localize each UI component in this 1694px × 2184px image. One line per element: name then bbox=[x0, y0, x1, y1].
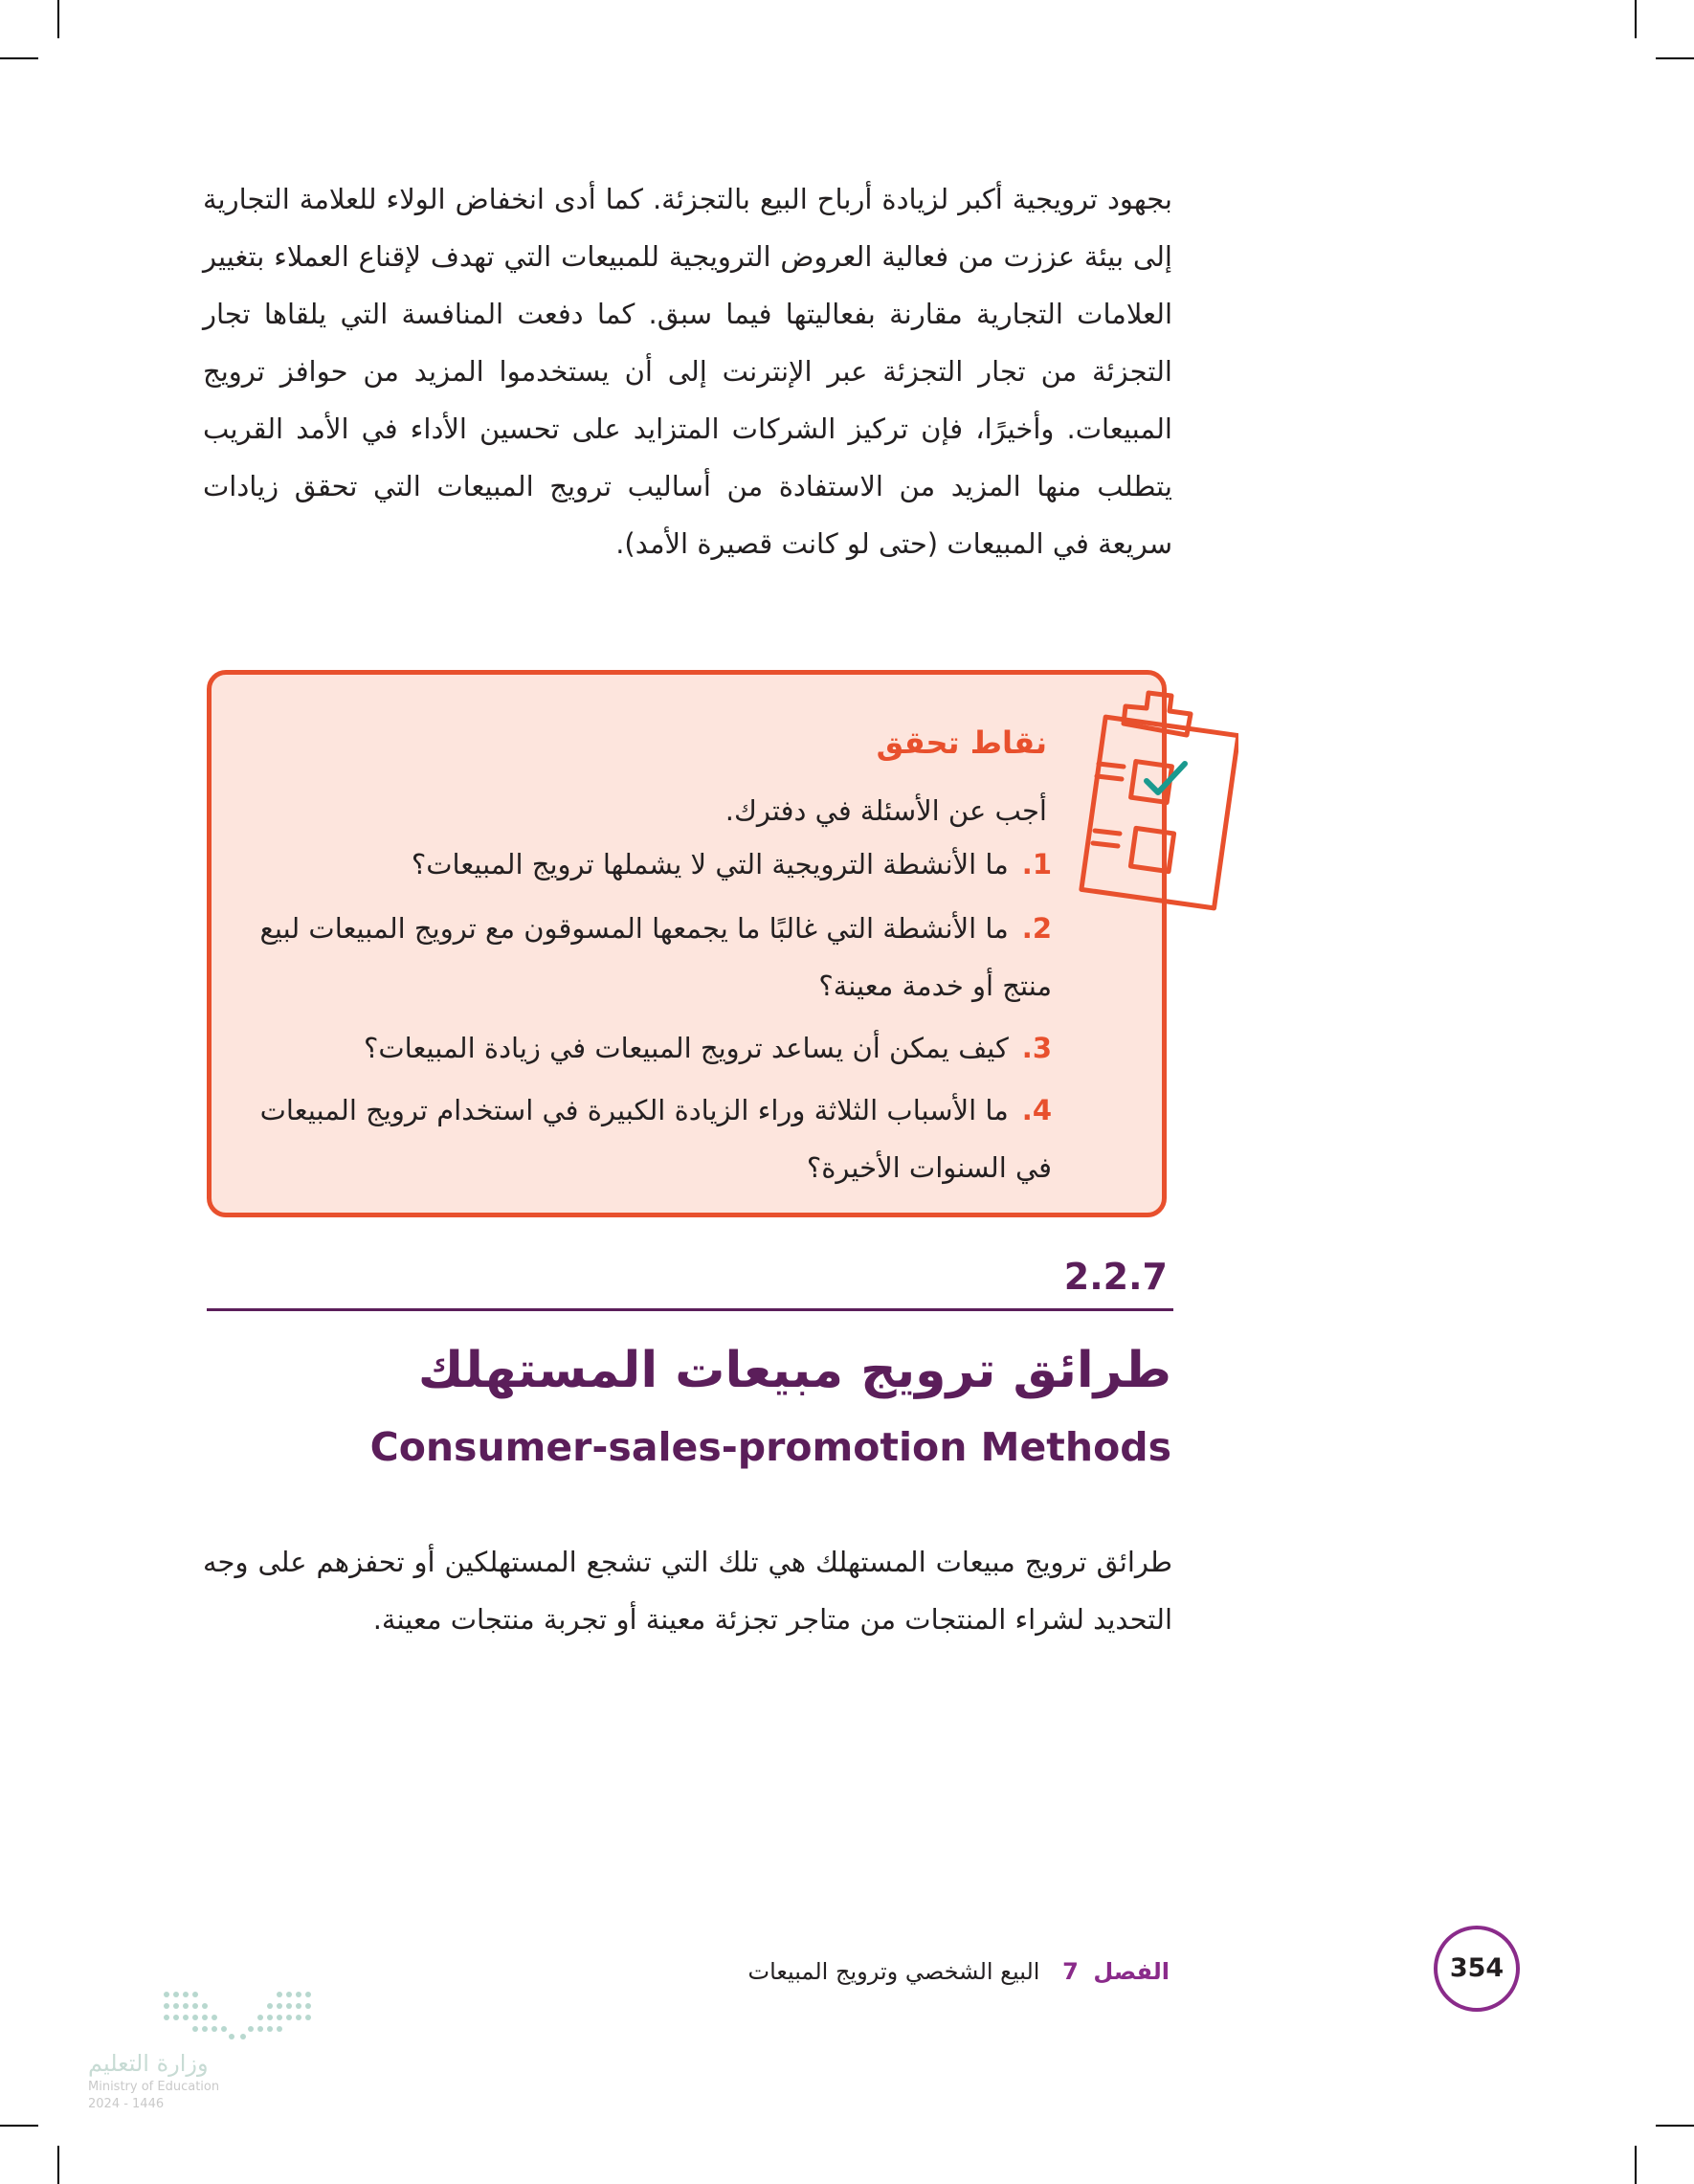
section-title-english: Consumer-sales-promotion Methods bbox=[369, 1424, 1171, 1470]
crop-mark bbox=[0, 57, 38, 59]
crop-mark bbox=[57, 0, 59, 38]
chapter-label: الفصل bbox=[1093, 1958, 1170, 1985]
ministry-logo-icon bbox=[88, 1985, 318, 2042]
checkpoint-question bbox=[238, 1019, 1052, 1077]
ministry-name-english: Ministry of Education bbox=[88, 2080, 220, 2094]
checkpoint-question bbox=[238, 900, 1052, 1014]
checkpoint-question bbox=[238, 836, 1052, 893]
chapter-title: البيع الشخصي وترويج المبيعات bbox=[747, 1958, 1040, 1985]
question-text: كيف يمكن أن يساعد ترويج المبيعات في زيادة المبيعات؟ bbox=[363, 1032, 1009, 1064]
crop-mark bbox=[0, 2125, 38, 2127]
checkpoint-instruction: أجب عن الأسئلة في دفترك. bbox=[724, 794, 1047, 827]
ministry-year: 2024 - 1446 bbox=[88, 2097, 165, 2111]
question-number: 4. bbox=[1021, 1094, 1052, 1126]
crop-mark bbox=[1635, 2146, 1637, 2184]
checkpoint-box bbox=[207, 670, 1167, 1217]
question-text: ما الأنشطة الترويجية التي لا يشملها ترويج المبيعات؟ bbox=[411, 848, 1009, 880]
page-number: 354 bbox=[1434, 1926, 1520, 2012]
chapter-footer bbox=[748, 1958, 1170, 1985]
intro-paragraph: بجهود ترويجية أكبر لزيادة أرباح البيع بالتجزئة. كما أدى انخفاض الولاء للعلامة التجارية إلى بيئة عززت من فعالية العروض الترويجية للمبيعات التي تهدف لإقناع العملاء بتغيير العلامات التجارية مقارنة بفعاليتها فيما سبق. كما دفعت المنافسة التي يلقاها تجار التجزئة من تجار التجزئة عبر الإنترنت إلى أن يستخدموا المزيد من حوافز ترويج المبيعات. وأخيرًا، فإن تركيز الشركات المتزايد على تحسين الأداء في الأمد القريب يتطلب منها المزيد من الاستفادة من أساليب ترويج المبيعات التي تحقق زيادات سريعة في المبيعات (حتى لو كانت قصيرة الأمد). bbox=[203, 183, 1172, 560]
question-number: 1. bbox=[1021, 848, 1052, 880]
body-paragraph: طرائق ترويج مبيعات المستهلك هي تلك التي تشجع المستهلكين أو تحفزهم على وجه التحديد لشراء المنتجات من متاجر تجزئة معينة أو تجربة منتجات معينة. bbox=[203, 1546, 1172, 1636]
clipboard-checklist-icon bbox=[1064, 687, 1238, 912]
section-number: 2.2.7 bbox=[1063, 1256, 1168, 1298]
question-text: ما الأنشطة التي غالبًا ما يجمعها المسوقون مع ترويج المبيعات لبيع منتج أو خدمة معينة؟ bbox=[259, 912, 1052, 1002]
crop-mark bbox=[1656, 57, 1694, 59]
question-text: ما الأسباب الثلاثة وراء الزيادة الكبيرة في استخدام ترويج المبيعات في السنوات الأخيرة؟ bbox=[259, 1094, 1052, 1184]
chapter-number: 7 bbox=[1062, 1958, 1079, 1985]
section-divider bbox=[207, 1308, 1173, 1311]
ministry-logo bbox=[88, 1985, 318, 2111]
crop-mark bbox=[1656, 2125, 1694, 2127]
section-title-arabic: طرائق ترويج مبيعات المستهلك bbox=[417, 1342, 1171, 1399]
question-number: 3. bbox=[1021, 1032, 1052, 1064]
checkpoint-title: نقاط تحقق bbox=[876, 724, 1047, 761]
checkpoint-question bbox=[238, 1081, 1052, 1196]
crop-mark bbox=[1635, 0, 1637, 38]
crop-mark bbox=[57, 2146, 59, 2184]
question-number: 2. bbox=[1021, 912, 1052, 945]
ministry-name-arabic: وزارة التعليم bbox=[88, 2050, 209, 2077]
